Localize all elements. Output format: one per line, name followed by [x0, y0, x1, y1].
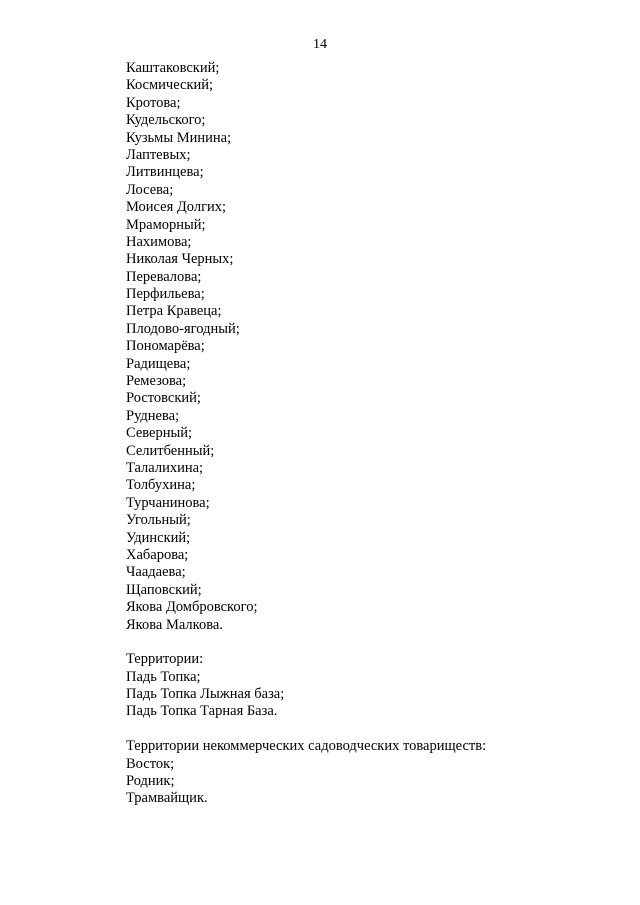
list-item: Моисея Долгих;	[126, 199, 227, 216]
list-item: Толбухина;	[126, 477, 196, 494]
list-item: Падь Топка Тарная База.	[126, 703, 278, 720]
list-item: Мраморный;	[126, 216, 206, 233]
list-item: Якова Домбровского;	[126, 599, 258, 616]
list-item: Николая Черных;	[126, 251, 234, 268]
page-number: 14	[313, 37, 327, 52]
list-item: Кузьмы Минина;	[126, 129, 232, 146]
list-item: Литвинцева;	[126, 164, 204, 181]
list-item: Трамвайщик.	[126, 790, 208, 807]
list-item: Руднева;	[126, 407, 180, 424]
list-item: Щаповский;	[126, 581, 202, 598]
street-list	[126, 60, 586, 634]
list-item: Лосева;	[126, 181, 174, 198]
gardening-section	[126, 738, 586, 808]
list-item: Космический;	[126, 77, 214, 94]
list-item: Угольный;	[126, 512, 191, 529]
list-item: Селитбенный;	[126, 442, 215, 459]
list-item: Турчанинова;	[126, 494, 210, 511]
list-item: Плодово-ягодный;	[126, 320, 240, 337]
territories-section	[126, 651, 586, 721]
list-item: Удинский;	[126, 529, 191, 546]
document-body	[126, 60, 586, 808]
list-item: Якова Малкова.	[126, 616, 223, 633]
list-item: Перевалова;	[126, 268, 202, 285]
list-item: Перфильева;	[126, 286, 205, 303]
list-item: Каштаковский;	[126, 60, 220, 76]
list-item: Падь Топка;	[126, 668, 201, 685]
list-item: Кудельского;	[126, 112, 206, 129]
list-item: Родник;	[126, 773, 175, 790]
list-item: Нахимова;	[126, 233, 192, 250]
list-item: Пономарёва;	[126, 338, 205, 355]
list-item: Петра Кравеца;	[126, 303, 222, 320]
list-item: Радищева;	[126, 355, 191, 372]
list-item: Лаптевых;	[126, 146, 191, 163]
list-item: Талалихина;	[126, 459, 204, 476]
section-heading: Территории некоммерческих садоводческих товариществ:	[126, 738, 487, 755]
list-item: Чаадаева;	[126, 564, 186, 581]
list-item: Хабарова;	[126, 546, 189, 563]
list-item: Кротова;	[126, 94, 181, 111]
list-item: Ремезова;	[126, 373, 187, 390]
list-item: Падь Топка Лыжная база;	[126, 686, 285, 703]
list-item: Северный;	[126, 425, 193, 442]
section-heading: Территории:	[126, 651, 204, 668]
list-item: Ростовский;	[126, 390, 201, 407]
list-item: Восток;	[126, 755, 175, 772]
